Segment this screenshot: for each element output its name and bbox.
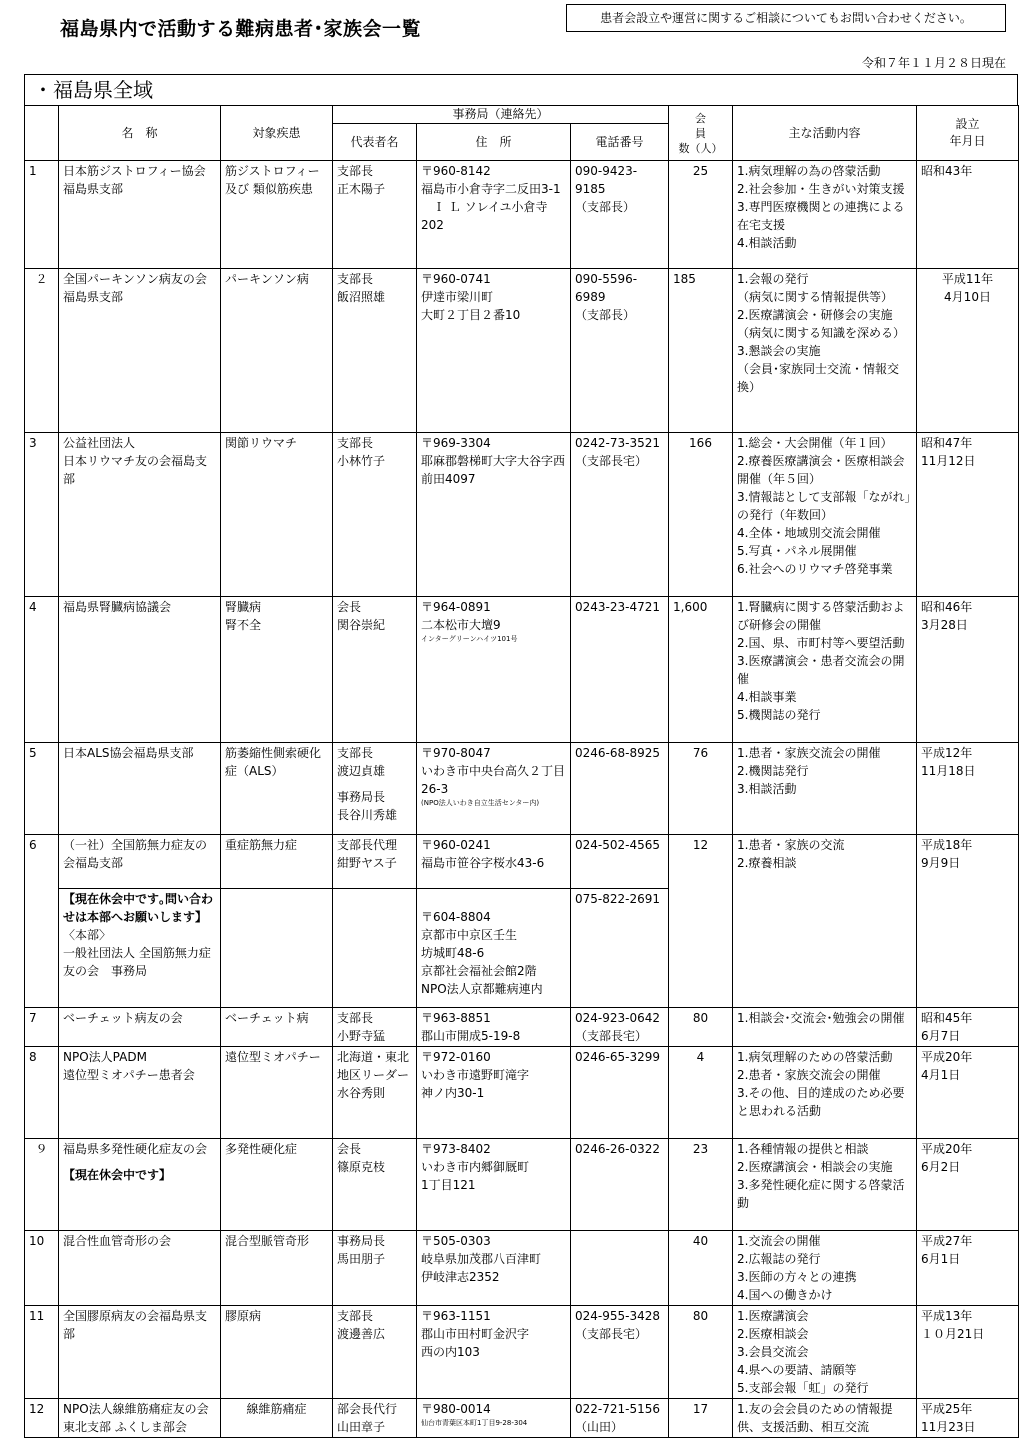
header-office: 事務局（連絡先） — [333, 106, 669, 124]
association-name: NPO法人線維筋痛症友の会東北支部 ふくしま部会 — [59, 1399, 221, 1438]
target-disease: 遠位型ミオパチー — [221, 1047, 333, 1139]
row-number: 6 — [25, 835, 59, 1008]
row-number: 8 — [25, 1047, 59, 1139]
activities: 1.会報の発行 （病気に関する情報提供等） 2.医療講演会・研修会の実施（病気に関する知識を深める） 3.懇談会の実施 （会員･家族同士交流・情報交換） — [733, 269, 917, 433]
activities: 1.病気理解の為の啓蒙活動 2.社会参加・生きがい対策支援 3.専門医療機関との連携による在宅支援 4.相談活動 — [733, 161, 917, 269]
phone-number: 024-923-0642 （支部長宅） — [571, 1008, 669, 1047]
representative: 部会長代行 山田章子 — [333, 1399, 417, 1438]
address: 〒960-0241 福島市笹谷字桜水43-6 — [417, 835, 571, 889]
activities: 1.患者・家族の交流 2.療養相談 — [733, 835, 917, 1008]
table-row — [25, 1399, 1019, 1438]
address: 〒973-8402 いわき市内郷御厩町 1丁目121 — [417, 1139, 571, 1231]
table-row — [25, 597, 1019, 743]
header-name: 名 称 — [59, 106, 221, 161]
established-date: 平成25年 11月23日 — [917, 1399, 1019, 1438]
established-date: 昭和43年 — [917, 161, 1019, 269]
page-title: 福島県内で活動する難病患者･家族会一覧 — [60, 18, 422, 40]
phone-number — [571, 1231, 669, 1306]
table-row — [25, 1047, 1019, 1139]
target-disease: 混合型脈管奇形 — [221, 1231, 333, 1306]
activities: 1.腎臓病に関する啓蒙活動および研修会の開催 2.国、県、市町村等へ要望活動 3.医療講演会・患者交流会の開催 4.相談事業 5.機関誌の発行 — [733, 597, 917, 743]
header-no — [25, 106, 59, 161]
association-name: 全国パーキンソン病友の会福島県支部 — [59, 269, 221, 433]
activities: 1.医療講演会 2.医療相談会 3.会員交流会 4.県への要請、請願等 5.支部会報「虹」の発行 — [733, 1306, 917, 1399]
secretary-general: 事務局長 長谷川秀雄 — [337, 790, 398, 822]
member-count: 166 — [669, 433, 733, 597]
header-phone: 電話番号 — [571, 124, 669, 161]
address: 〒969-3304 耶麻郡磐梯町大字大谷字西前田4097 — [417, 433, 571, 597]
activities: 1.友の会会員のための情報提供、支援活動、相互交流 — [733, 1399, 917, 1438]
representative: 支部長 飯沼照雄 — [333, 269, 417, 433]
table-row — [25, 1008, 1019, 1047]
association-name-cell — [59, 1139, 221, 1231]
activities: 1.総会・大会開催（年１回） 2.療養医療講演会・医療相談会開催（年５回） 3.情報誌として支部報「ながれ」の発行（年数回） 4.全体・地域別交流会開催 5.写真・パネル展開催 6.社会へのリウマチ啓発事業 — [733, 433, 917, 597]
established-date: 昭和46年 3月28日 — [917, 597, 1019, 743]
address: 〒980-0014 — [421, 1402, 491, 1416]
representative: 支部長 渡辺貞雄 — [337, 746, 386, 778]
phone-number: 0246-26-0322 — [571, 1139, 669, 1231]
headquarters-address — [417, 889, 571, 1008]
row-number: 7 — [25, 1008, 59, 1047]
phone-number: 0246-68-8925 — [571, 743, 669, 835]
phone-number: 024-955-3428 （支部長宅） — [571, 1306, 669, 1399]
phone-number: 0243-23-4721 — [571, 597, 669, 743]
established-date: 平成12年 11月18日 — [917, 743, 1019, 835]
representative: 支部長 小林竹子 — [333, 433, 417, 597]
address-note: インターグリーンハイツ101号 — [421, 635, 518, 643]
address: 〒963-8851 郡山市開成5-19-8 — [417, 1008, 571, 1047]
row-number: 5 — [25, 743, 59, 835]
representative: 会長 篠原克枝 — [333, 1139, 417, 1231]
address-note: (NPO法人いわき自立生活センター内) — [421, 799, 540, 807]
member-count: 40 — [669, 1231, 733, 1306]
member-count: 1,600 — [669, 597, 733, 743]
target-disease: ベーチェット病 — [221, 1008, 333, 1047]
address-cell — [417, 1399, 571, 1438]
header-members: 会 員 数（人） — [669, 106, 733, 161]
member-count: 23 — [669, 1139, 733, 1231]
member-count: 17 — [669, 1399, 733, 1438]
table-row — [25, 1306, 1019, 1399]
empty-cell — [333, 889, 417, 1008]
row-number: 12 — [25, 1399, 59, 1438]
address: 〒963-1151 郡山市田村町金沢字 西の内103 — [417, 1306, 571, 1399]
headquarters-name: 〈本部〉 一般社団法人 全国筋無力症友の会 事務局 — [63, 928, 211, 978]
established-date: 昭和47年 11月12日 — [917, 433, 1019, 597]
phone-number: 0246-65-3299 — [571, 1047, 669, 1139]
suspension-note: 【現在休会中です｡問い合わせは本部へお願いします】 — [63, 892, 214, 924]
region-heading: ・福島県全域 — [24, 74, 1018, 105]
header-established: 設立 年月日 — [917, 106, 1019, 161]
representative: 北海道・東北地区リーダー 水谷秀則 — [333, 1047, 417, 1139]
association-name: ベーチェット病友の会 — [59, 1008, 221, 1047]
headquarters-cell — [59, 889, 221, 1008]
table-row — [25, 743, 1019, 835]
member-count: 4 — [669, 1047, 733, 1139]
notice-box: 患者会設立や運営に関するご相談についてもお問い合わせください。 — [566, 4, 1006, 32]
phone-number: 0242-73-3521 （支部長宅） — [571, 433, 669, 597]
suspension-note: 【現在休会中です】 — [63, 1168, 172, 1182]
phone-number: 022-721-5156 （山田） — [571, 1399, 669, 1438]
member-count: 12 — [669, 835, 733, 1008]
activities: 1.患者・家族交流会の開催 2.機関誌発行 3.相談活動 — [733, 743, 917, 835]
association-table — [24, 105, 1019, 1438]
table-row — [25, 433, 1019, 597]
target-disease: パーキンソン病 — [221, 269, 333, 433]
activities: 1.交流会の開催 2.広報誌の発行 3.医師の方々との連携 4.国への働きかけ — [733, 1231, 917, 1306]
representative-cell — [333, 743, 417, 835]
row-number: ２ — [25, 269, 59, 433]
member-count: 25 — [669, 161, 733, 269]
association-name: 公益社団法人 日本リウマチ友の会福島支部 — [59, 433, 221, 597]
target-disease: 線維筋痛症 — [221, 1399, 333, 1438]
header-disease: 対象疾患 — [221, 106, 333, 161]
header-rep: 代表者名 — [333, 124, 417, 161]
established-date: 平成20年 4月1日 — [917, 1047, 1019, 1139]
activities: 1.各種情報の提供と相談 2.医療講演会・相談会の実施 3.多発性硬化症に関する啓蒙活動 — [733, 1139, 917, 1231]
established-date: 昭和45年 6月7日 — [917, 1008, 1019, 1047]
row-number: 1 — [25, 161, 59, 269]
target-disease: 関節リウマチ — [221, 433, 333, 597]
association-name: （一社）全国筋無力症友の会福島支部 — [59, 835, 221, 889]
member-count: 76 — [669, 743, 733, 835]
established-date: 平成13年 １０月21日 — [917, 1306, 1019, 1399]
address: 〒964-0891 二本松市大壇9 — [421, 600, 501, 632]
association-name: 混合性血管奇形の会 — [59, 1231, 221, 1306]
address: 〒970-8047 いわき市中央台高久２丁目26-3 — [421, 746, 566, 796]
target-disease: 重症筋無力症 — [221, 835, 333, 889]
table-row — [25, 269, 1019, 433]
target-disease: 多発性硬化症 — [221, 1139, 333, 1231]
row-number: 10 — [25, 1231, 59, 1306]
target-disease: 膠原病 — [221, 1306, 333, 1399]
empty-cell — [221, 889, 333, 1008]
header-address: 住 所 — [417, 124, 571, 161]
established-date: 平成11年 4月10日 — [917, 269, 1019, 433]
established-date: 平成20年 6月2日 — [917, 1139, 1019, 1231]
representative: 支部長 渡邊善広 — [333, 1306, 417, 1399]
target-disease: 筋ジストロフィー 及び 類似筋疾患 — [221, 161, 333, 269]
representative: 会長 関谷崇紀 — [333, 597, 417, 743]
association-name: 福島県多発性硬化症友の会 — [63, 1142, 208, 1156]
representative: 支部長代理 紺野ヤス子 — [333, 835, 417, 889]
as-of-date: 令和７年１１月２８日現在 — [861, 56, 1006, 70]
activities: 1.相談会･交流会･勉強会の開催 — [733, 1008, 917, 1047]
representative: 支部長 小野寺猛 — [333, 1008, 417, 1047]
row-number: 11 — [25, 1306, 59, 1399]
association-name: NPO法人PADM 遠位型ミオパチー患者会 — [59, 1047, 221, 1139]
address: 〒960-0741 伊達市梁川町 大町２丁目２番10 — [417, 269, 571, 433]
table-row — [25, 1231, 1019, 1306]
address: 〒505-0303 岐阜県加茂郡八百津町 伊岐津志2352 — [417, 1231, 571, 1306]
address-note: 仙台市青葉区本町1丁目9-28-304 — [421, 1419, 528, 1427]
association-name: 日本筋ジストロフィー協会福島県支部 — [59, 161, 221, 269]
headquarters-phone: 075-822-2691 — [571, 889, 669, 1008]
headquarters-address-text: 〒604-8804 京都市中京区壬生 坊城町48-6 京都社会福祉会館2階 NPO法人京都難病連内 — [421, 910, 543, 996]
established-date: 平成27年 6月1日 — [917, 1231, 1019, 1306]
member-count: 185 — [669, 269, 733, 433]
address: 〒972-0160 いわき市遠野町滝字 神ノ内30-1 — [417, 1047, 571, 1139]
table-row — [25, 161, 1019, 269]
address-cell — [417, 597, 571, 743]
association-name: 日本ALS協会福島県支部 — [59, 743, 221, 835]
established-date: 平成18年 9月9日 — [917, 835, 1019, 1008]
representative: 支部長 正木陽子 — [333, 161, 417, 269]
target-disease: 筋萎縮性側索硬化症（ALS） — [221, 743, 333, 835]
row-number: 4 — [25, 597, 59, 743]
association-name: 福島県腎臓病協議会 — [59, 597, 221, 743]
table-row — [25, 1139, 1019, 1231]
row-number: ９ — [25, 1139, 59, 1231]
member-count: 80 — [669, 1008, 733, 1047]
phone-number: 090-9423-9185 （支部長） — [571, 161, 669, 269]
phone-number: 024-502-4565 — [571, 835, 669, 889]
member-count: 80 — [669, 1306, 733, 1399]
header-activities: 主な活動内容 — [733, 106, 917, 161]
table-row — [25, 835, 1019, 889]
address: 〒960-8142 福島市小倉寺字二反田3-1 Ｉ Ｌ ソレイユ小倉寺202 — [417, 161, 571, 269]
association-name: 全国膠原病友の会福島県支部 — [59, 1306, 221, 1399]
target-disease: 腎臓病 腎不全 — [221, 597, 333, 743]
address-cell — [417, 743, 571, 835]
representative: 事務局長 馬田朋子 — [333, 1231, 417, 1306]
row-number: 3 — [25, 433, 59, 597]
phone-number: 090-5596-6989 （支部長） — [571, 269, 669, 433]
activities: 1.病気理解のための啓蒙活動 2.患者・家族交流会の開催 3.その他、目的達成のため必要と思われる活動 — [733, 1047, 917, 1139]
